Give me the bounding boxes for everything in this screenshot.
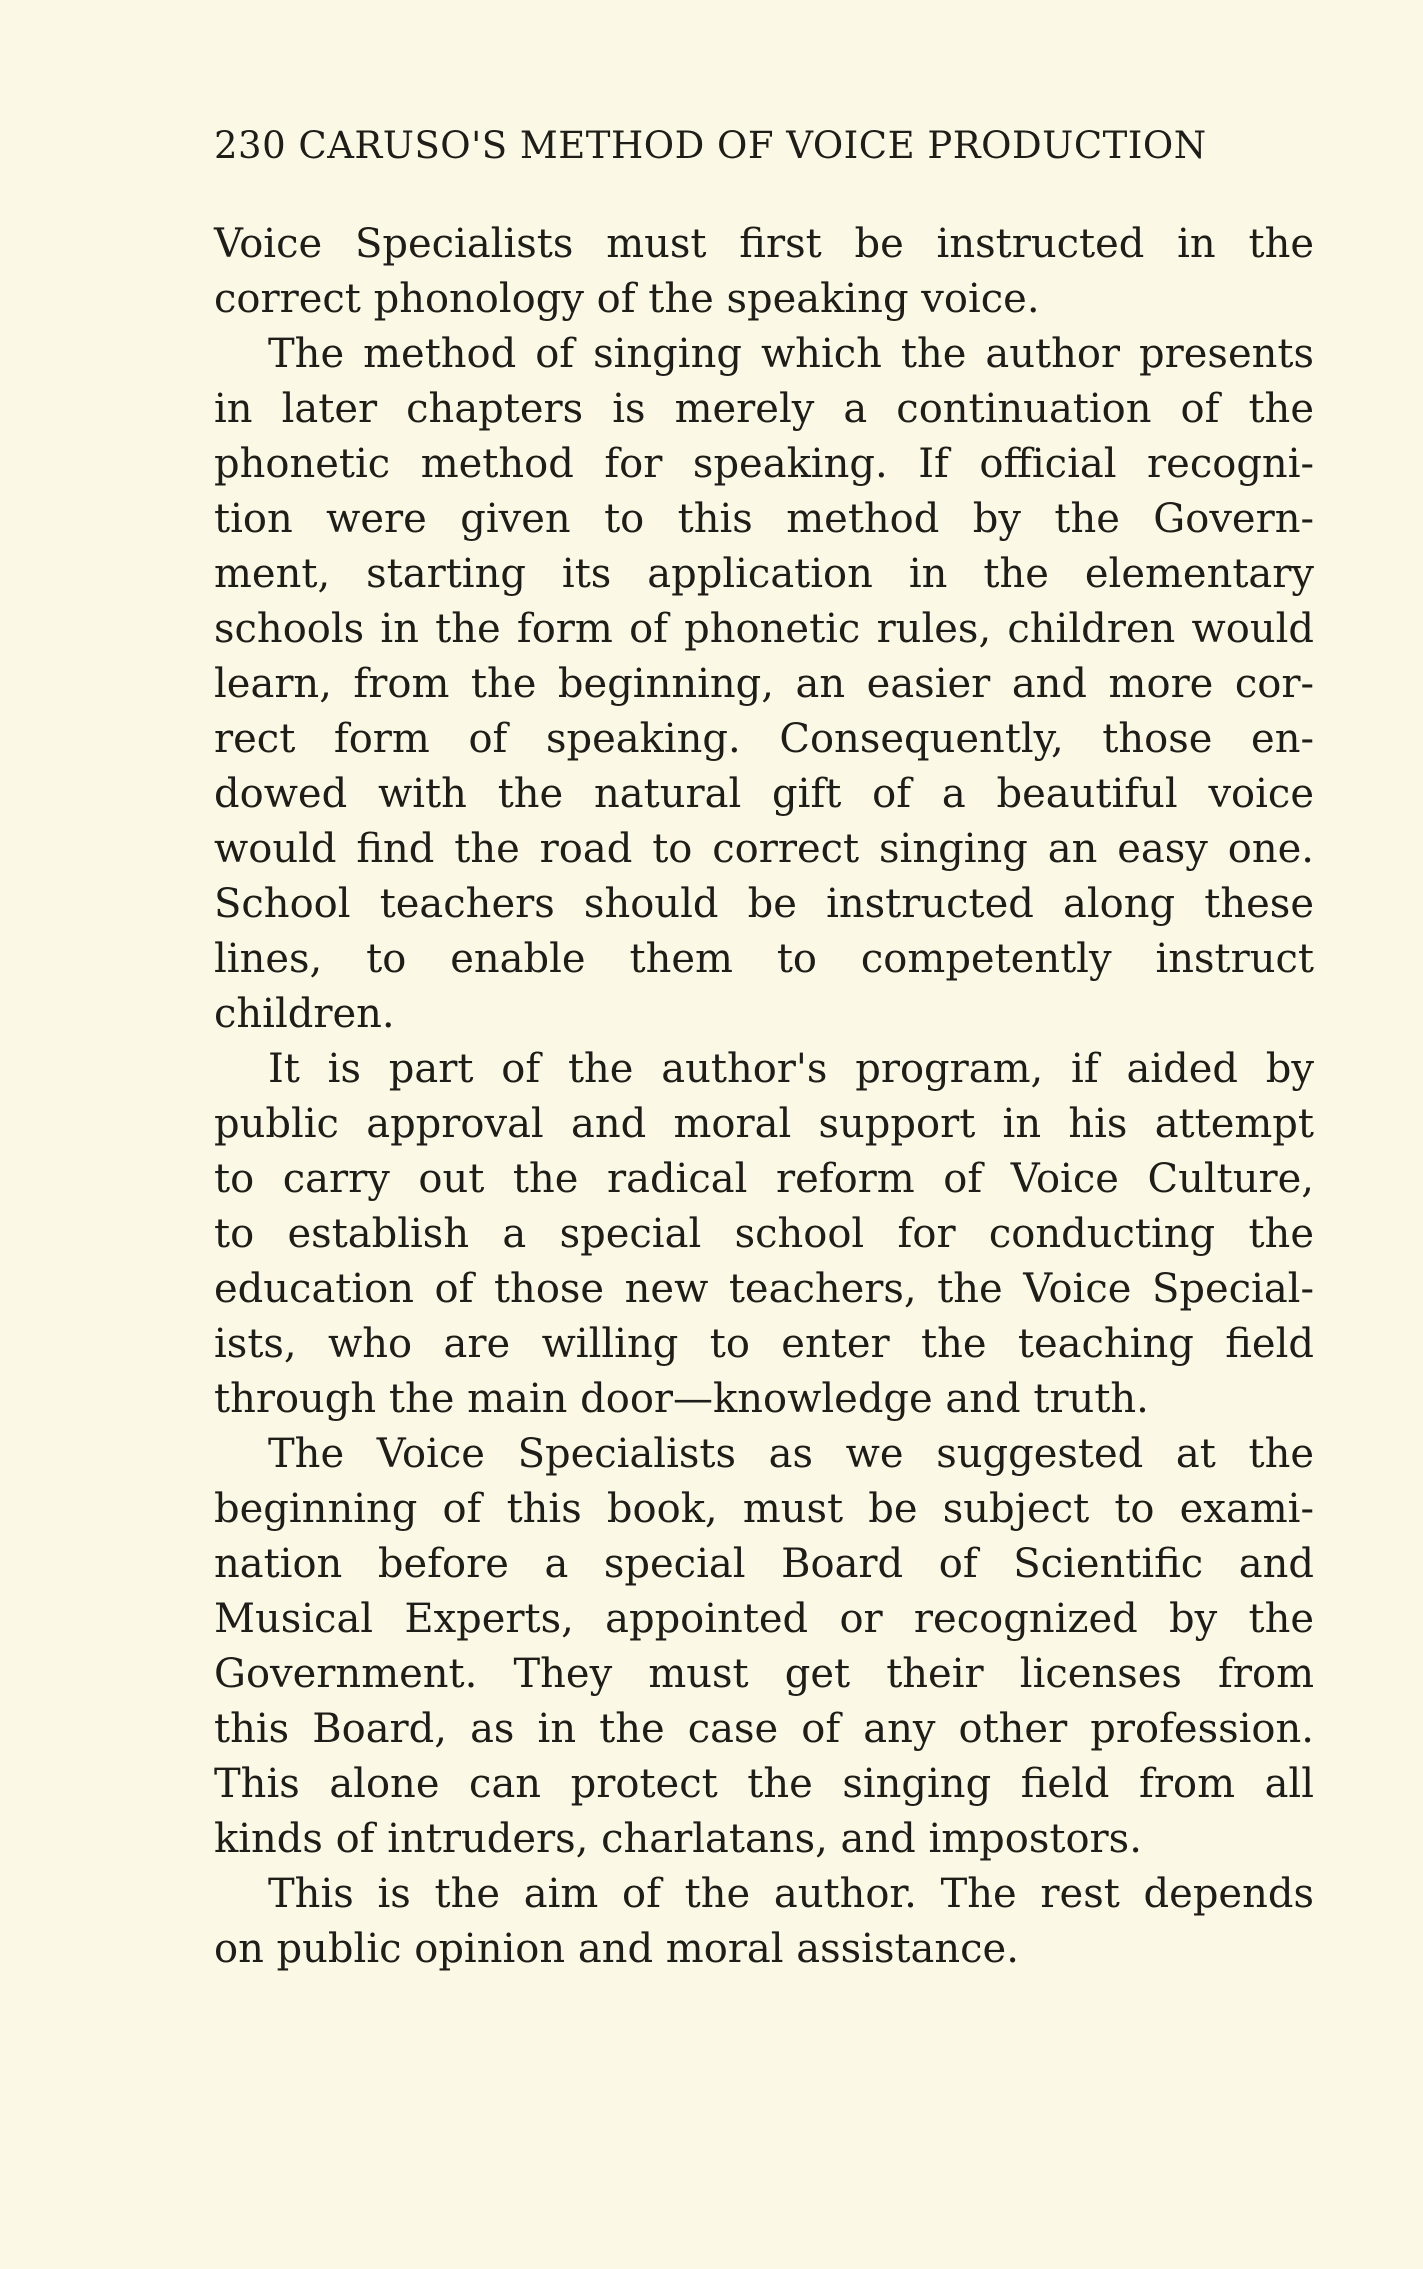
paragraph [214, 1427, 1314, 1867]
paragraph [214, 327, 1314, 1042]
text-line: Voice Specialists must first be instructed in the [214, 221, 1314, 267]
text-line: correct phonology of the speaking voice. [214, 276, 1040, 322]
text-line: This alone can protect the singing field from all [214, 1761, 1314, 1807]
text-line: lines, to enable them to competently instruct [214, 936, 1314, 982]
text-line: learn, from the beginning, an easier and more cor- [214, 661, 1314, 707]
body-text [214, 217, 1314, 1977]
text-line: schools in the form of phonetic rules, children would [214, 606, 1314, 652]
text-line: kinds of intruders, charlatans, and impostors. [214, 1816, 1142, 1862]
text-line: education of those new teachers, the Voice Special- [214, 1266, 1314, 1312]
text-line: beginning of this book, must be subject to exami- [214, 1486, 1314, 1532]
text-line: on public opinion and moral assistance. [214, 1926, 1019, 1972]
text-line: in later chapters is merely a continuation of the [214, 386, 1314, 432]
text-line: dowed with the natural gift of a beautiful voice [214, 771, 1314, 817]
text-line: It is part of the author's program, if aided by [268, 1046, 1314, 1092]
text-line: The method of singing which the author presents [268, 331, 1314, 377]
paragraph [214, 1867, 1314, 1977]
text-line: The Voice Specialists as we suggested at the [268, 1431, 1314, 1477]
text-line: ment, starting its application in the elementary [214, 551, 1314, 597]
running-head: 230 CARUSO'S METHOD OF VOICE PRODUCTION [214, 124, 1207, 167]
text-line: School teachers should be instructed along these [214, 881, 1314, 927]
text-line: nation before a special Board of Scientific and [214, 1541, 1314, 1587]
text-line: rect form of speaking. Consequently, those en- [214, 716, 1314, 762]
text-line: phonetic method for speaking. If official recogni- [214, 441, 1314, 487]
text-line: This is the aim of the author. The rest depends [268, 1871, 1314, 1917]
text-line: Government. They must get their licenses from [214, 1651, 1314, 1697]
paragraph [214, 1042, 1314, 1427]
text-line: Musical Experts, appointed or recognized by the [214, 1596, 1314, 1642]
text-line: to establish a special school for conducting the [214, 1211, 1314, 1257]
paragraph [214, 217, 1314, 327]
text-line: would find the road to correct singing an easy one. [214, 826, 1314, 872]
text-line: children. [214, 991, 395, 1037]
text-line: public approval and moral support in his attempt [214, 1101, 1314, 1147]
text-line: to carry out the radical reform of Voice Culture, [214, 1156, 1314, 1202]
text-line: through the main door—knowledge and truth. [214, 1376, 1149, 1422]
text-line: ists, who are willing to enter the teaching field [214, 1321, 1314, 1367]
text-line: this Board, as in the case of any other profession. [214, 1706, 1314, 1752]
text-line: tion were given to this method by the Govern- [214, 496, 1314, 542]
